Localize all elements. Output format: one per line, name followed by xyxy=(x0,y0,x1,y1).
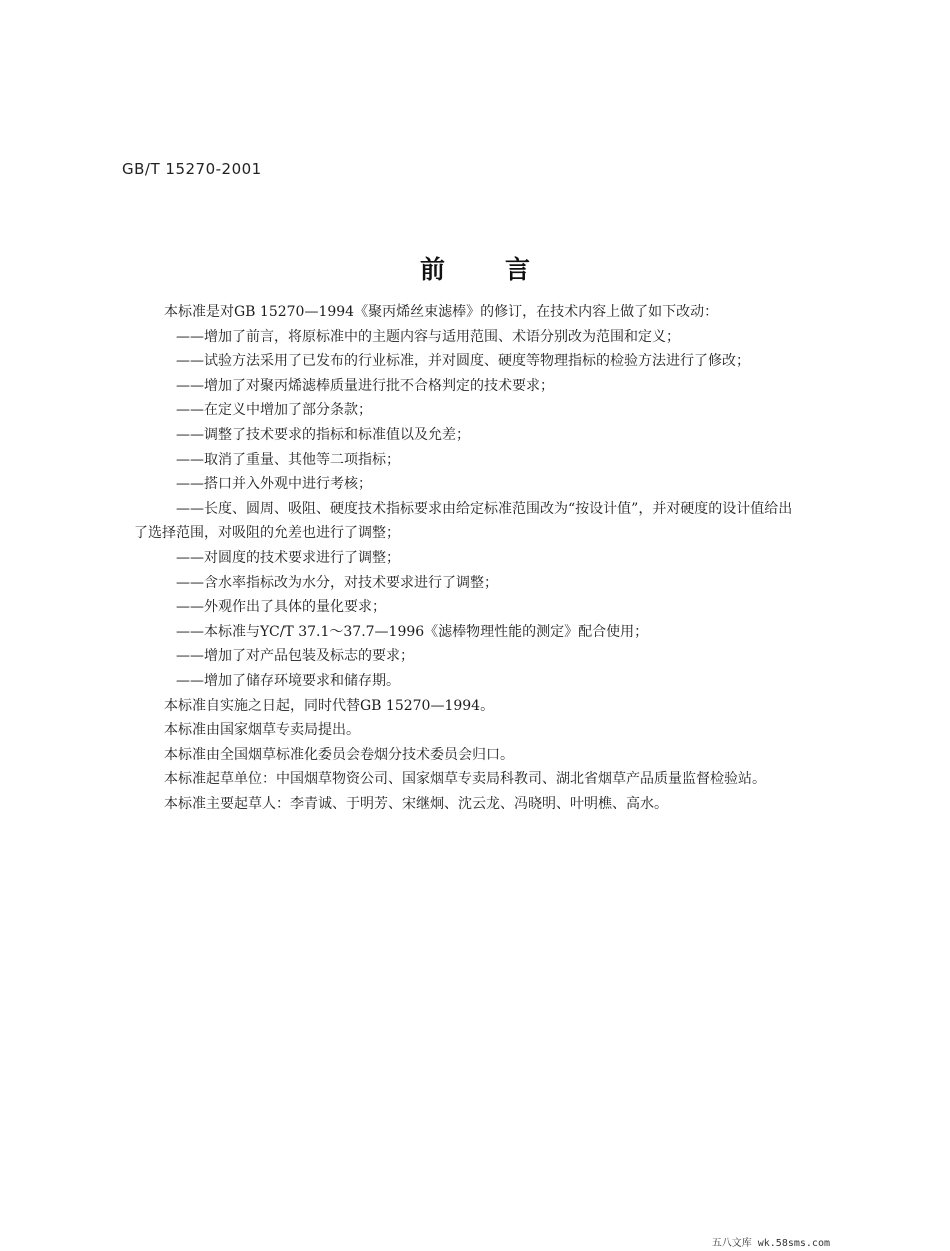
change-item: ——含水率指标改为水分，对技术要求进行了调整； xyxy=(176,574,498,591)
statement-drafting-units: 本标准起草单位：中国烟草物资公司、国家烟草专卖局科教司、湖北省烟草产品质量监督检验站。 xyxy=(164,771,766,788)
change-item-continuation: 了选择范围，对吸阻的允差也进行了调整； xyxy=(134,525,400,542)
change-item: ——增加了对聚丙烯滤棒质量进行批不合格判定的技术要求； xyxy=(176,377,554,394)
change-item: ——增加了对产品包装及标志的要求； xyxy=(176,648,414,665)
change-item: ——在定义中增加了部分条款； xyxy=(176,402,372,419)
intro-paragraph: 本标准是对GB 15270—1994《聚丙烯丝束滤棒》的修订，在技术内容上做了如下改动： xyxy=(164,304,719,320)
page-title: 前言 xyxy=(419,255,590,284)
change-item: ——试验方法采用了已发布的行业标准，并对圆度、硬度等物理指标的检验方法进行了修改； xyxy=(176,353,750,370)
change-item: ——本标准与YC/T 37.1～37.7—1996《滤棒物理性能的测定》配合使用； xyxy=(176,623,649,640)
change-item: ——调整了技术要求的指标和标准值以及允差； xyxy=(176,426,470,443)
change-item: ——长度、圆周、吸阻、硬度技术指标要求由给定标准范围改为“按设计值”，并对硬度的设计值给出 xyxy=(176,500,793,517)
change-item: ——外观作出了具体的量化要求； xyxy=(176,599,386,616)
statement-drafters: 本标准主要起草人：李青诚、于明芳、宋继炯、沈云龙、冯晓明、叶明樵、高水。 xyxy=(164,795,668,812)
change-item: ——取消了重量、其他等二项指标； xyxy=(176,451,400,468)
statement-proposer: 本标准由国家烟草专卖局提出。 xyxy=(164,722,360,739)
statement-replacement: 本标准自实施之日起，同时代替GB 15270—1994。 xyxy=(164,697,495,714)
statement-committee: 本标准由全国烟草标准化委员会卷烟分技术委员会归口。 xyxy=(164,746,514,763)
standard-code: GB/T 15270-2001 xyxy=(122,160,262,178)
change-item: ——搭口并入外观中进行考核； xyxy=(176,476,372,493)
change-item: ——增加了储存环境要求和储存期。 xyxy=(176,672,400,689)
foreword-body xyxy=(136,300,866,816)
change-item: ——增加了前言，将原标准中的主题内容与适用范围、术语分别改为范围和定义； xyxy=(176,328,680,345)
change-item: ——对圆度的技术要求进行了调整； xyxy=(176,549,400,566)
footer-watermark: 五八文库 wk.58sms.com xyxy=(711,1238,830,1249)
